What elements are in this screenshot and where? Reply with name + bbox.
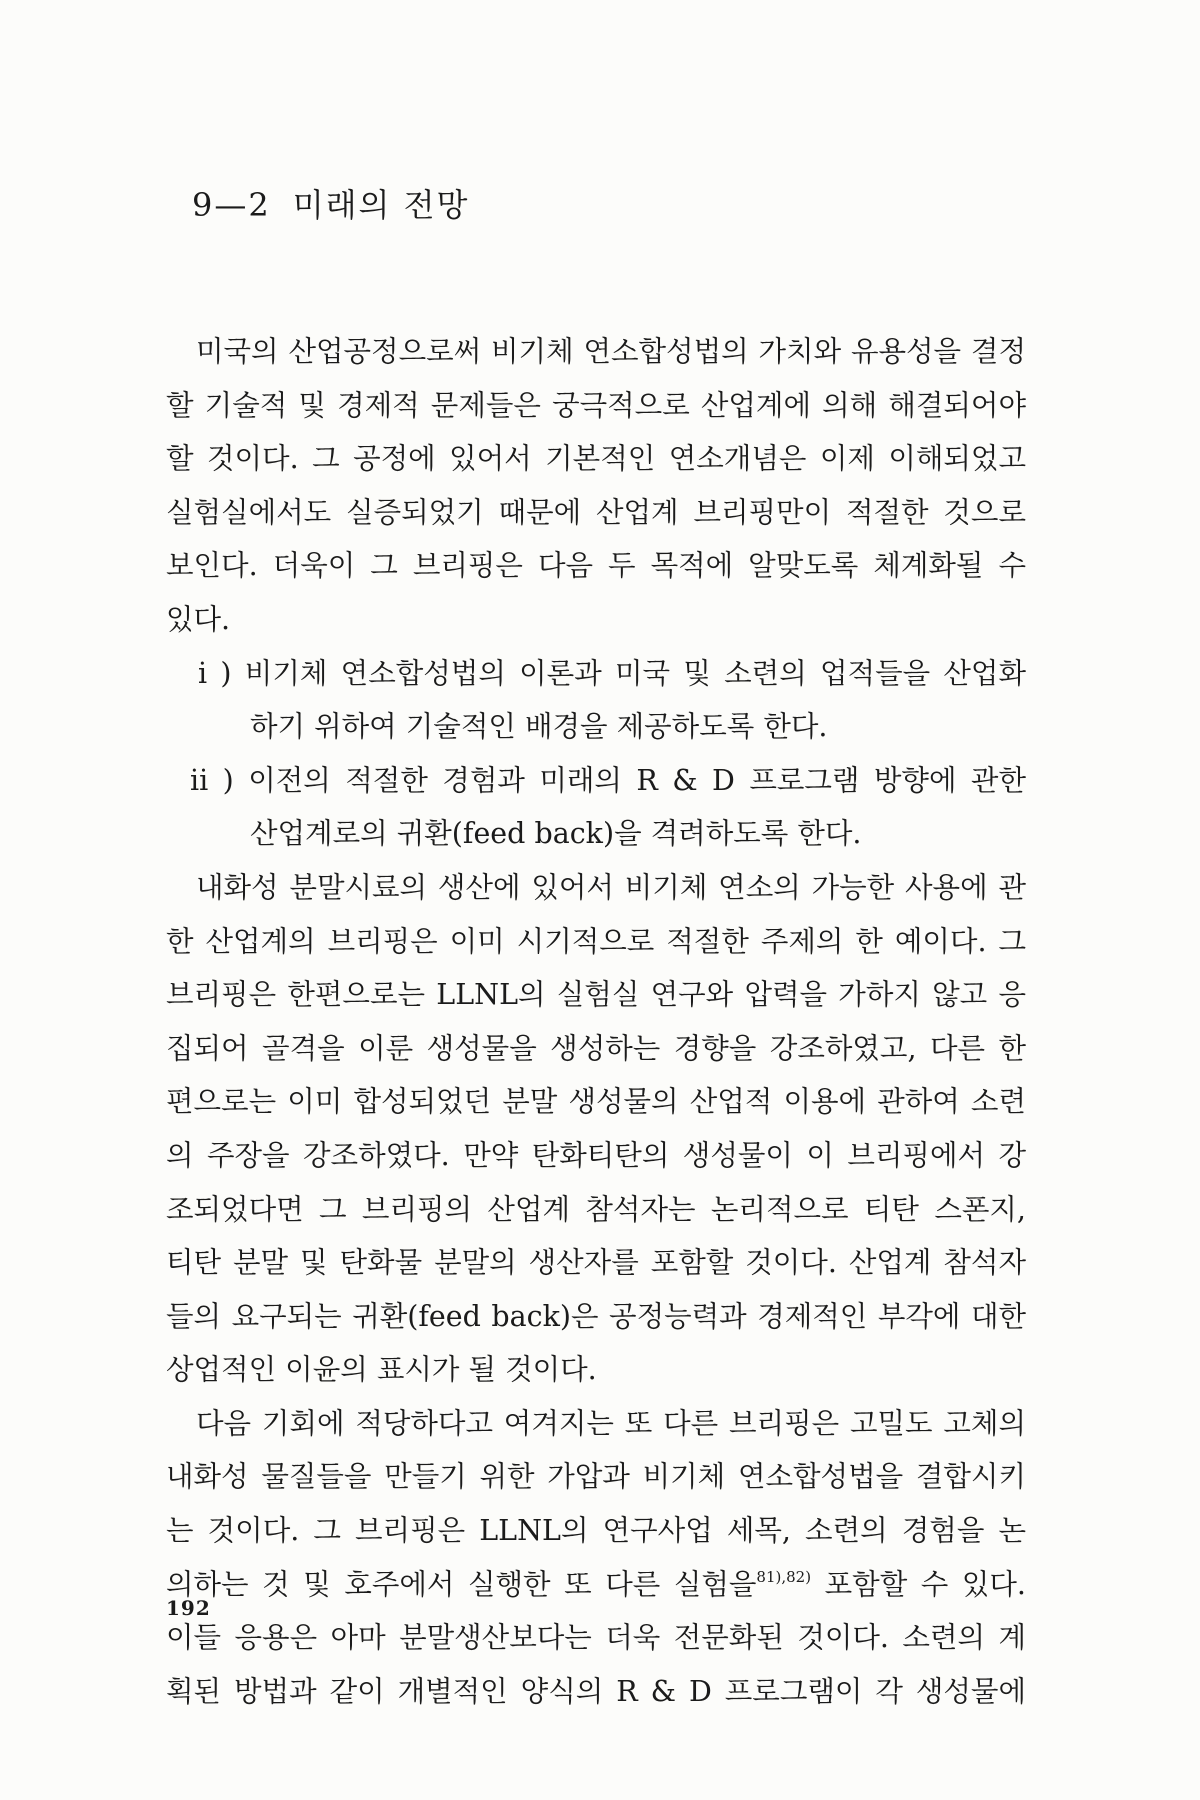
- list-item-text: 비기체 연소합성법의 이론과 미국 및 소련의 업적들을 산업화: [244, 656, 1026, 690]
- list-marker: i ): [198, 656, 232, 690]
- text-line: 상업적인 이윤의 표시가 될 것이다.: [166, 1353, 597, 1387]
- text-line: 내화성 물질들을 만들기 위한 가압과 비기체 연소합성법을 결합시키: [166, 1460, 1026, 1494]
- text-line: 티탄 분말 및 탄화물 분말의 생산자를 포함할 것이다. 산업계 참석자: [166, 1246, 1026, 1280]
- text-line: 브리핑은 한편으로는 LLNL의 실험실 연구와 압력을 가하지 않고 응: [166, 978, 1026, 1012]
- text-line: 의 주장을 강조하였다. 만약 탄화티탄의 생성물이 이 브리핑에서 강: [166, 1138, 1026, 1172]
- text-line: 집되어 골격을 이룬 생성물을 생성하는 경향을 강조하였고, 다른 한: [166, 1031, 1026, 1065]
- body-text: [166, 325, 1026, 1718]
- text-line: 들의 요구되는 귀환(feed back)은 공정능력과 경제적인 부각에 대한: [166, 1299, 1026, 1333]
- text-segment: 포함할 수 있다.: [811, 1567, 1026, 1601]
- text-line: 보인다. 더욱이 그 브리핑은 다음 두 목적에 알맞도록 체계화될 수: [166, 549, 1026, 583]
- text-line: 내화성 분말시료의 생산에 있어서 비기체 연소의 가능한 사용에 관: [196, 870, 1026, 904]
- section-number: 9—2: [192, 186, 271, 224]
- text-line-with-reference: [166, 1558, 1026, 1612]
- reference-superscript: 81),82): [756, 1567, 812, 1586]
- section-title: 미래의 전망: [292, 186, 470, 224]
- text-line: 미국의 산업공정으로써 비기체 연소합성법의 가치와 유용성을 결정: [196, 335, 1026, 368]
- text-line: 실험실에서도 실증되었기 때문에 산업계 브리핑만이 적절한 것으로: [166, 495, 1026, 529]
- section-heading: [192, 180, 469, 226]
- text-line: 다음 기회에 적당하다고 여겨지는 또 다른 브리핑은 고밀도 고체의: [196, 1406, 1026, 1440]
- page-number: 192: [166, 1596, 211, 1620]
- text-line: 있다.: [166, 602, 231, 636]
- list-item-text: 이전의 적절한 경험과 미래의 R & D 프로그램 방향에 관한: [248, 763, 1026, 797]
- text-line: 한 산업계의 브리핑은 이미 시기적으로 적절한 주제의 한 예이다. 그: [166, 924, 1026, 958]
- text-line: 할 것이다. 그 공정에 있어서 기본적인 연소개념은 이제 이해되었고: [166, 442, 1026, 476]
- list-marker: ii ): [190, 763, 234, 797]
- list-item-first-line: [166, 647, 1026, 701]
- list-item-text: 산업계로의 귀환(feed back)을 격려하도록 한다.: [250, 817, 862, 851]
- text-segment: 의하는 것 및 호주에서 실행한 또 다른 실험을: [166, 1567, 757, 1601]
- text-line: 조되었다면 그 브리핑의 산업계 참석자는 논리적으로 티탄 스폰지,: [166, 1192, 1026, 1226]
- list-item-text: 하기 위하여 기술적인 배경을 제공하도록 한다.: [250, 710, 828, 744]
- text-line: 편으로는 이미 합성되었던 분말 생성물의 산업적 이용에 관하여 소련: [166, 1085, 1026, 1119]
- text-line: 이들 응용은 아마 분말생산보다는 더욱 전문화된 것이다. 소련의 계: [166, 1621, 1026, 1655]
- list-item-first-line: [166, 754, 1026, 808]
- text-line: 할 기술적 및 경제적 문제들은 궁극적으로 산업계에 의해 해결되어야: [166, 388, 1026, 422]
- text-line: 획된 방법과 같이 개별적인 양식의 R & D 프로그램이 각 생성물에: [166, 1674, 1026, 1708]
- text-line: 는 것이다. 그 브리핑은 LLNL의 연구사업 세목, 소련의 경험을 논: [166, 1514, 1026, 1548]
